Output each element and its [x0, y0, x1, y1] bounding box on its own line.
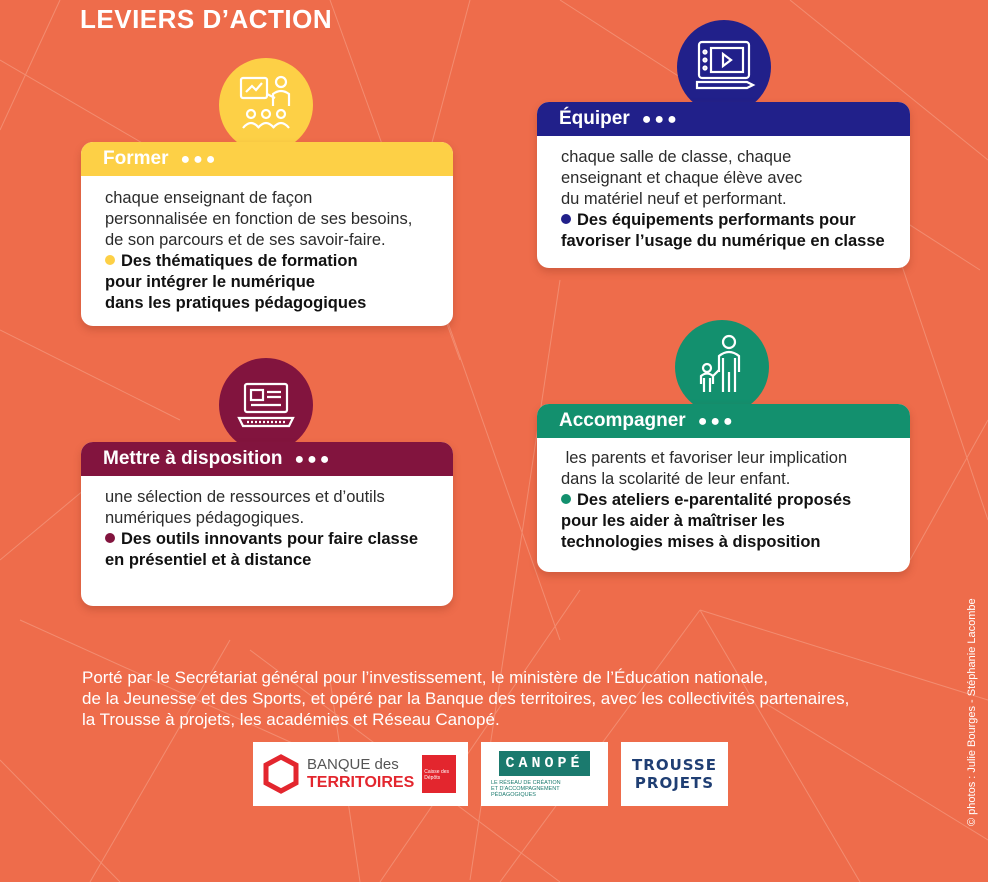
former-header	[81, 142, 453, 176]
former-text-line: de son parcours et de ses savoir-faire.	[105, 231, 386, 249]
page-title: LEVIERS D’ACTION	[80, 4, 333, 34]
footer-line: Porté par le Secrétariat général pour l’investissement, le ministère de l’Éducation nationale,	[82, 668, 769, 687]
canope-name: CANOPÉ	[499, 751, 589, 776]
equiper-bold-line: Des équipements performants pour	[577, 211, 856, 229]
canope-sub2: ET D’ACCOMPAGNEMENT PÉDAGOGIQUES	[491, 785, 560, 798]
former-body	[105, 188, 441, 314]
accompagner-bold-line: Des ateliers e-parentalité proposés	[577, 491, 852, 509]
logo-banque-des-territoires	[253, 742, 468, 806]
logo-trousse-a-projets	[621, 742, 728, 806]
equiper-body	[561, 147, 898, 252]
former-bold-line: Des thématiques de formation	[121, 252, 358, 270]
logo-canope	[481, 742, 608, 806]
accompagner-header	[537, 404, 910, 438]
mettre-bold-line: Des outils innovants pour faire classe	[121, 530, 419, 548]
equiper-heading: Équiper	[559, 108, 630, 129]
mettre-body	[105, 487, 441, 571]
accompagner-heading: Accompagner	[559, 410, 686, 431]
mettre-text-line: une sélection de ressources et d’outils	[105, 488, 385, 506]
banque-line2: TERRITOIRES	[307, 774, 415, 791]
card-mettre-a-disposition	[81, 442, 453, 606]
mettre-bullet	[105, 533, 115, 543]
trousse-line2: PROJETS	[634, 774, 715, 792]
card-former	[81, 142, 453, 326]
footer-line: de la Jeunesse et des Sports, et opéré par la Banque des territoires, avec les collectivités partenaires,	[82, 689, 850, 708]
former-bold-line: dans les pratiques pédagogiques	[105, 294, 367, 312]
footer-text	[82, 667, 849, 730]
accompagner-bold-line: technologies mises à disposition	[561, 533, 821, 551]
accompagner-dots: ●●●	[697, 413, 736, 430]
mettre-icon-circle	[219, 358, 313, 452]
mettre-heading: Mettre à disposition	[103, 448, 283, 469]
equiper-header	[537, 102, 910, 136]
parent-child-icon	[687, 332, 757, 402]
mettre-dots: ●●●	[294, 451, 333, 468]
mettre-bold-line: en présentiel et à distance	[105, 551, 312, 569]
trousse-line1: TROUSSE	[632, 756, 717, 774]
equiper-text-line: enseignant et chaque élève avec	[561, 169, 803, 187]
former-text-line: chaque enseignant de façon	[105, 189, 313, 207]
accompagner-bullet	[561, 494, 571, 504]
card-accompagner	[537, 404, 910, 572]
former-icon-circle	[219, 58, 313, 152]
accompagner-bold-line: pour les aider à maîtriser les	[561, 512, 785, 530]
equiper-icon-circle	[677, 20, 771, 114]
accompagner-text-line: dans la scolarité de leur enfant.	[561, 470, 791, 488]
equiper-bold-line: favoriser l’usage du numérique en classe	[561, 232, 885, 250]
former-bullet	[105, 255, 115, 265]
photo-credit: © photos : Julie Bourges - Stéphanie Lacombe	[966, 598, 978, 826]
accompagner-text-line: les parents et favoriser leur implication	[561, 449, 848, 467]
former-bold-line: pour intégrer le numérique	[105, 273, 315, 291]
former-heading: Former	[103, 148, 169, 169]
mettre-header	[81, 442, 453, 476]
card-equiper	[537, 102, 910, 268]
accompagner-body	[561, 448, 898, 553]
mettre-text-line: numériques pédagogiques.	[105, 509, 305, 527]
former-text-line: personnalisée en fonction de ses besoins,	[105, 210, 413, 228]
caisse-depots-badge	[422, 755, 456, 793]
former-dots: ●●●	[180, 151, 219, 168]
caisse-depots-text: Caisse des Dépôts	[424, 769, 450, 781]
equiper-dots: ●●●	[641, 111, 680, 128]
laptop-icon	[231, 370, 301, 440]
banque-line1: BANQUE des	[307, 756, 399, 773]
footer-line: la Trousse à projets, les académies et Réseau Canopé.	[82, 710, 500, 729]
accompagner-icon-circle	[675, 320, 769, 414]
teacher-presentation-icon	[231, 70, 301, 140]
equiper-bullet	[561, 214, 571, 224]
hexagon-logo-icon	[263, 754, 299, 794]
tablet-stylus-icon	[689, 32, 759, 102]
equiper-text-line: du matériel neuf et performant.	[561, 190, 787, 208]
equiper-text-line: chaque salle de classe, chaque	[561, 148, 792, 166]
canope-sub1: LE RÉSEAU DE CRÉATION	[491, 779, 561, 786]
